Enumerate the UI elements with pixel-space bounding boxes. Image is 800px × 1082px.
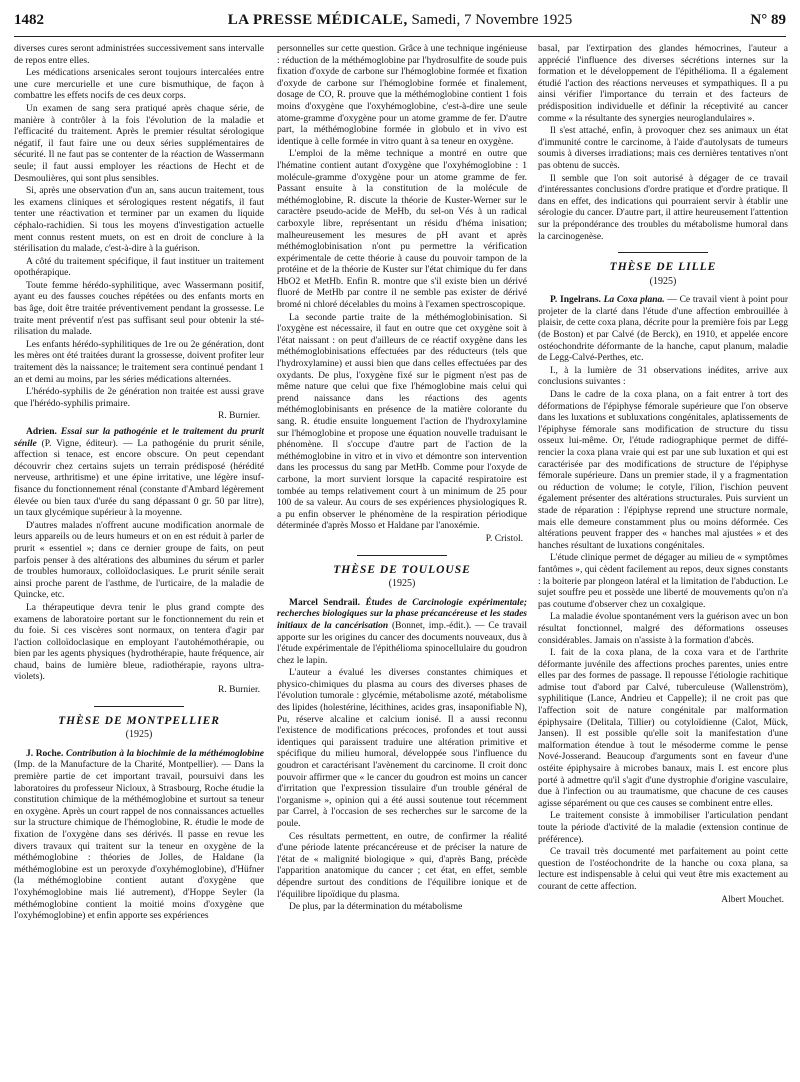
page-number: 1482 bbox=[14, 12, 44, 28]
review-author: J. Roche. bbox=[26, 748, 64, 759]
review-entry bbox=[538, 295, 788, 365]
paragraph: L'emploi de la même technique a montré en outre que l'hématine contient autant d'oxygène que l'oxyhémoglobine : 1 molécule-gramme d'oxygène pour un atome gramme de fer. Passant ensuite à la constitution de la molécule de méthémoglobine, R. discute la théorie de Kuster-Werner sur le caractère pseudo-acide de MeHb, du sel-on Vés à un radical carboxyle libre, représentant un résidu d'héma inisation; malheureusement les mesures de pH avant et après méthémoglobinisation n'ont pu permettre la vérification expérimentale de cette théorie à cause du pouvoir tampon de la protéine et de la théorie de Kuster sur l'état chimique du fer dans HbO2 et MetHb. Enfin R. montre que s'il existe bien un dérivé fluoré de MetHb par contre il ne semble pas exister de dérivé bromé ni chloré décelables du moins à l'examen spectroscopique. bbox=[277, 149, 527, 311]
section-year: (1925) bbox=[649, 275, 677, 287]
paragraph: personnelles sur cette question. Grâce à une technique ingénieuse : réduction de la méthémoglobine par l'hydrosulfite de soude puis fixation d'oxyde de carbone sur l'hémoglobine formée et fixation d'oxyde de carbone sur l'hémoglobine formée et finalement, dosage de CO, R. prouve que la méthémoglobine contient 1 fois moins d'oxygène que l'oxyhémoglobine, c'est-à-dire une seule atome-gramme d'oxygène pour un atome gramme de fer. D'autre part, la méthémoglobine formée in globulo et in vivo est identique à celle formée in vitro quant à sa teneur en oxygène. bbox=[277, 44, 527, 147]
paragraph: Dans le cadre de la coxa plana, on a fait entrer à tort des déformations de l'épiphyse fémorale supérieure que l'on observe dans les luxations et subluxations congénitales, aplatissements de l'épiphyse fémorale sans modification de structure du tissu osseux lui-même. Or, l'étude radiographique permet de différencier la coxa plana vraie qui est par une sub luxation et qui est caractérisée par des modifications de structure de l'épiphyse fémorale supérieure. Dans un premier stade, il y a fragmentation ou réduction de volume; le cotyle, l'ilion, l'ischion peuvent également présenter des altérations structurales. Puis survient un stade de réparation : l'épiphyse reprend une structure normale, mais elle demeure constamment plus ou moins déformée. Ces altérations peuvent frapper des « hanches mal ajustées » et des hanches résultant de luxations congénitales. bbox=[538, 390, 788, 551]
journal-name: LA PRESSE MÉDICALE, bbox=[227, 12, 408, 28]
paragraph: La maladie évolue spontanément vers la guérison avec un bon résultat fonctionnel, malgré des déformations osseuses considérables. Jamais on n'assiste à la formation d'abcès. bbox=[538, 612, 788, 646]
paragraph: Ce travail très documenté met parfaitement au point cette question de l'ostéochondrite de la hanche ou coxa plana, sa lecture est indispensable à celui qui veut être mis exactement au courant de cette affection. bbox=[538, 847, 788, 892]
paragraph: L'auteur a évalué les diverses constantes chimiques et physico-chimiques du plasma au cours des diverses phases de l'évolution tumorale : glycémie, métabolisme azoté, métabolisme des lipides (holestérine, lécithines, acides gras, insaponifiable N), Pu, réserve alcaline et calcium ionisé. Il a aussi reconnu l'existence de modifications précoces, profondes et tout aussi identiques qui paraissent traduire une altération primitive et spécifique du milieu humoral, développée sous l'influence du goudron et caractérisant l'avènement du carcinome. Il croit donc pouvoir affirmer que « le cancer du goudron est moins un cancer d'irritation que l'expression tissulaire d'un trouble général de l'organisme », opinion qui a été aussi soutenue tout récemment par Carrel, à l'occasion de ses recherches sur le sarcome de la poule. bbox=[277, 668, 527, 829]
page-header bbox=[14, 6, 786, 37]
section-year: (1925) bbox=[125, 729, 153, 741]
column-middle bbox=[277, 44, 527, 1074]
section-heading: THÈSE DE TOULOUSE bbox=[333, 563, 471, 576]
paragraph: L'étude clinique permet de dégager au milieu de « symptômes fantômes », qui cèdent facilement au repos, deux signes constants : la boiterie par plongeon latéral et la limitation de l'abduction. Le sujet souffre peu et possède une liberté de mouvements qu'on n'a pas coutume d'observer chez un coxalgique. bbox=[538, 553, 788, 610]
paragraph: I., à la lumière de 31 observations inédites, arrive aux conclusions suivantes : bbox=[538, 365, 788, 388]
paragraph: De plus, par la détermination du métabolisme bbox=[289, 902, 463, 913]
review-author: Adrien. bbox=[26, 427, 57, 437]
paragraph: Il s'est attaché, enfin, à provoquer chez ses animaux un état d'immunité contre le carcinome, à l'aide d'autolysats de tumeurs soumis à diverses irradiations; mais ces dernières tentatives n'ont pas obtenu de succès. bbox=[538, 126, 788, 171]
review-title: Contribution à la biochimie de la méthémoglobine bbox=[65, 748, 264, 759]
review-text: (Imp. de la Manufacture de la Charité, Montpellier). — Dans la première partie de cet important travail, poursuivi dans les laboratoires du professeur Nicloux, à Strasbourg, Roche étudie la constitution chimique de la méthémoglobine et surtout sa teneur en oxygène. Après un court rappel de nos connaissances actuelles sur la structure chimique de l'hémoglobine, R. étudie le mode de fixation de l'oxygène dans ses dérivés. Il passe en revue les divers travaux qui traitent sur la teneur en oxygène de la méthémoglobine : théories de Jolles, de Haldane (la méthémoglobine est un peroxyde d'oxyhémoglobine), d'Hüfner (la méthémoglobine contient autant d'oxygène que l'oxyhémoglobine mais lié autrement), d'Hoppe Seyler (la méthémoglobine contient la moitié moins d'oxygène que l'oxyhémoglobine) et enfin apporte ses expériences bbox=[14, 760, 264, 922]
section-divider bbox=[94, 706, 184, 707]
issue-date: Samedi, 7 Novembre 1925 bbox=[411, 12, 573, 28]
author-signature: Albert Mouchet. bbox=[721, 894, 784, 905]
section-heading: THÈSE DE LILLE bbox=[609, 261, 717, 274]
review-author: P. Ingelrans. bbox=[550, 295, 601, 306]
section-divider bbox=[618, 252, 708, 253]
paragraph: Les enfants hérédo-syphilitiques de 1re ou 2e génération, dont les mères ont été traitées durant la grossesse, doivent profiter leur traitement dès la naissance; le traitement sera continué pendant 1 an et demi au moins, par les séries médications alternées. bbox=[14, 339, 264, 385]
column-left bbox=[14, 44, 264, 1074]
paragraph: Toute femme hérédo-syphilitique, avec Wassermann positif, ayant eu des fausses couches répétées ou des enfants morts en bas âge, doit être traitée préventivement pendant la grossesse. Le traite ment préventif n'est pas suffisant seul pour obtenir la stérilisation du malade. bbox=[14, 280, 264, 338]
review-title: La Coxa plana. bbox=[603, 295, 665, 306]
review-entry bbox=[14, 749, 264, 923]
running-title bbox=[14, 12, 786, 29]
author-signature: R. Burnier. bbox=[218, 411, 260, 422]
paragraph: A côté du traitement spécifique, il faut instituer un traitement opothérapique. bbox=[14, 256, 264, 279]
author-signature: P. Cristol. bbox=[485, 533, 523, 544]
paragraph: Un examen de sang sera pratiqué après chaque série, de manière à contrôler à la fois l'évolution de la maladie et l'efficacité du traitement. Après le premier résultat sérologique négatif, il faut faire une ou deux séries supplémentaires de sécurité. Il ne faut pas se contenter de la réaction de Wassermann seule; il faut aussi employer les réactions de Hecht et de Desmoulières, qui sont plus sensibles. bbox=[14, 103, 264, 184]
paragraph: Si, après une observation d'un an, sans aucun traitement, tous les examens cliniques et sérologiques restent négatifs, il faut tenter une réactivation et terminer par un examen du liquide céphalo-rachidien. Si tous les moyens d'investigation actuelle ment connus restent muets, on est en droit de conclure à la stérilisation du malade, c'est-à-dire à la guérison. bbox=[14, 186, 264, 255]
review-entry bbox=[14, 427, 264, 520]
paragraph: L'hérédo-syphilis de 2e génération non traitée est aussi grave que l'hérédo-syphilis primaire. bbox=[14, 387, 264, 409]
paragraph: basal, par l'extirpation des glandes hémocrines, l'auteur a apprécié l'influence des diverses sécrétions internes sur la formation et le développement de l'épithélioma. Il a également étudié l'action des réactions nerveuses et sympathiques. Il a pu ainsi vérifier l'importance du terrain et des facteurs de prédisposition individuelle et définir la réceptivité au cancer comme « la résultante des synergies neuroglandulaires ». bbox=[538, 44, 788, 124]
paragraph: Le traitement consiste à immobiliser l'articulation pendant toute la période d'activité de la maladie (extension continue de préférence). bbox=[538, 811, 788, 845]
paragraph: I. fait de la coxa plana, de la coxa vara et de l'arthrite déformante juvénile des affections proches parentes, unies entre elles par des formes de passage. Il repousse l'étiologie rachitique admise tout d'abord par Calvé, tuberculeuse (Wallenström), syphilitique (Lance, Andrieu et Cappelle); il ne croit pas que l'affection soit de nature congénitale par malformation épiphysaire (Delitala, Tillier) ou cotyloïdienne (Calot, Mück, Jansen). Il est possible qu'elle soit la manifestation d'une malformation étendue à tout le mésoderme comme le pense Nové-Josserand. Beaucoup d'arguments sont en faveur d'une ostéite épiphysaire à microbes banaux, mais I. est encore plus porté à admettre qu'il s'agit d'une dystrophie d'origine vasculaire, due à l'infection ou au traumatisme, que chacune de ces causes agisse séparément ou que ces causes se combinent entre elles. bbox=[538, 648, 788, 809]
paragraph: La thérapeutique devra tenir le plus grand compte des examens de laboratoire portant sur le fonctionnement du rein et du foie. Si ces viscères sont normaux, on tentera d'agir par l'action colloïdoclasique en employant l'autohémothérapie, ou bien par les agents physiques (hydrothérapie, haute fréquence, air chaud, bains de lumière bleue, radiothérapie, rayons ultra-violets). bbox=[14, 602, 264, 683]
section-heading: THÈSE DE MONTPELLIER bbox=[58, 714, 220, 727]
review-text: — Ce travail vient à point pour projeter de la clarté dans l'étude d'une affection embrouillée à plaisir, de cette coxa plana, décrite pour la première fois par Legg (de Boston) et par Calvé (de Berck), en 1910, et appelée encore ostéochondrite déformante de la hanche, caput planum, maladie de Legg-Calvé-Perthes, etc. bbox=[538, 295, 788, 364]
paragraph: Les médications arsenicales seront toujours intercalées entre une cure mercurielle et une cure bismuthique, de façon à combattre les effets nocifs de ces deux corps. bbox=[14, 68, 264, 102]
paragraph: D'autres malades n'offrent aucune modification anormale de leurs appareils ou de leurs humeurs et on en est réduit à parler de prurit « essentiel »; dans ce dernier groupe de faits, on peut parfois penser à des altérations des albumines du sérum et parler de troubles humoraux, colloïdoclasiques. Le prurit sénile serait ainsi proche parent de l'asthme, de l'urticaire, de la maladie de Quincke, etc. bbox=[14, 520, 264, 601]
review-entry bbox=[277, 598, 527, 668]
paragraph: La seconde partie traite de la méthémoglobinisation. Si l'oxygène est nécessaire, il faut en outre que cet oxygène soit à l'état naissant : on peut d'ailleurs de ce réactif oxygène dans les méthémoglobinisations effectuées par des réducteurs (tels que l'hydroxylamine) et aussi bien que dans celles effectuées par des oxydants. De plus, l'oxygène fixé sur le pigment n'est pas de même nature que celui que fixe l'hémoglobine mais celui qui prend naissance dans les réactions des agents méthémoglobinisants en présence de la matière colorante du sang. R. étudie ensuite longuement l'action de l'hydroxylamine sur l'hémoglobine et propose une équation nouvelle traduisant le phénomène. Il s'occupe d'autre part de l'action de la méthémoglobine in vitro et in vivo et démontre son intervention dans les processus du sang par MetHb. Comme pour l'oxyde de carbone, la mort survient lorsque la capacité respiratoire est tombée au temps relativement court à un minimum de 25 pour 100 de sa valeur. Au cours de ses expériences physiologiques R. a pu enfin observer le phénomène de la respiration périodique déterminée d'après Mosso et Haldane par l'anoxémie. bbox=[277, 312, 527, 532]
column-right bbox=[538, 44, 788, 1074]
author-signature: R. Burnier. bbox=[218, 685, 260, 696]
section-year: (1925) bbox=[388, 578, 416, 590]
paragraph: diverses cures seront administrées successivement sans intervalle de repos entre elles. bbox=[14, 44, 264, 66]
paragraph: Il semble que l'on soit autorisé à dégager de ce travail d'intéressantes conclusions d'ordre pratique et d'ordre pratique. Il dans en effet, des indications qui pourraient servir à établir une sérologie du cancer. D'autre part, il attire heureusement l'attention sur la prépondérance des troubles du métabolisme humoral dans la carcinogenèse. bbox=[538, 173, 788, 242]
review-author: Marcel Sendrail. bbox=[289, 597, 360, 608]
review-text: (Bonnet, imp.-édit.). — Ce travail apporte sur les origines du cancer des documents nouveaux, dus à l'étude expérimentale de l'épithélioma spinocellulaire du goudron chez le lapin. bbox=[277, 620, 527, 666]
paragraph: Ces résultats permettent, en outre, de confirmer la réalité d'une période latente précancéreuse et de préciser la nature de l'état de « malignité biologique » qui, d'après Bang, précède l'apparition anatomique du cancer ; cet état, en effet, semble dépendre surtout des conditions de l'équilibre ionique et de l'équilibre lipoïdique du plasma. bbox=[277, 831, 527, 900]
section-divider bbox=[357, 555, 447, 556]
review-text: (P. Vigne, éditeur). — La pathogénie du prurit sénile, affection si tenace, est encore obscure. On peut cependant découvrir chez certains sujets un terrain prédisposé (hérédité nerveuse, arthritisme) et une épine irritative, une légère insuffisance du fonctionnement rénal (constante d'Ambard légèrement élevée ou bien taux d'urée du sang dépassant 0 gr. 50 par litre), un taux glycémique supérieur à la moyenne. bbox=[14, 438, 264, 519]
review-title: Études de Carcinologie expérimentale; recherches biologiques sur la phase précancéreuse et les stades initiaux de la cancérisation bbox=[277, 597, 527, 631]
review-title: Essai sur la pathogénie et le traitement du prurit sénile bbox=[14, 427, 264, 449]
issue-number: N° 89 bbox=[750, 12, 786, 28]
